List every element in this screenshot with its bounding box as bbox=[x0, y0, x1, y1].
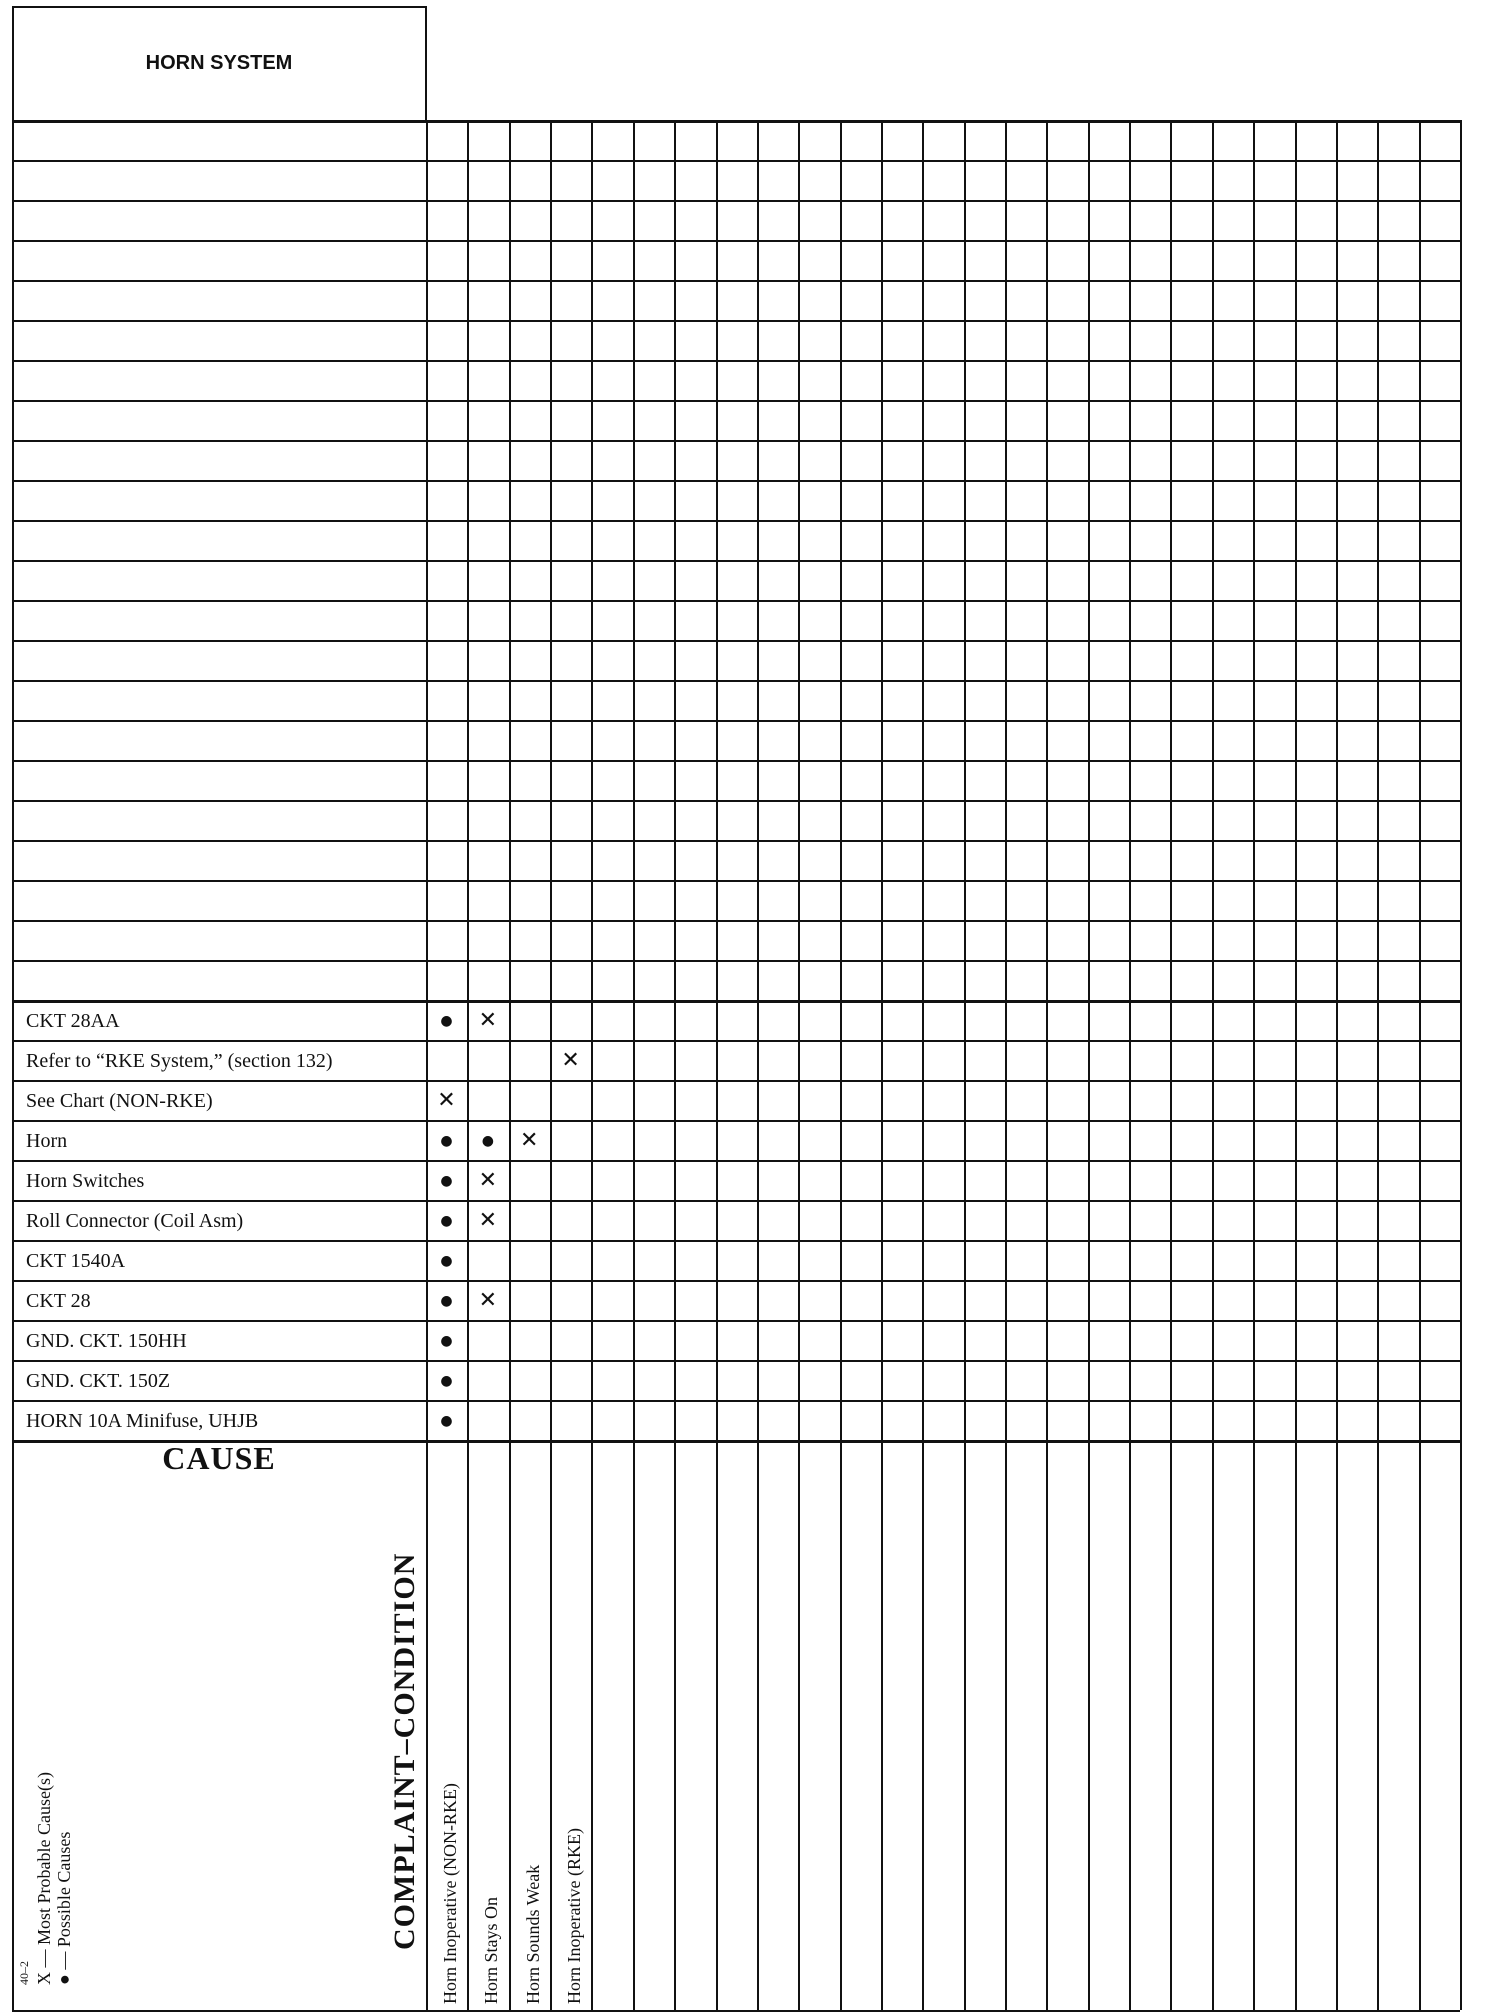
grid-row-line bbox=[12, 600, 1460, 602]
possible-cause-mark: ● bbox=[440, 1293, 453, 1309]
possible-cause-mark: ● bbox=[440, 1253, 453, 1269]
possible-cause-mark: ● bbox=[440, 1133, 453, 1149]
legend bbox=[14, 1772, 74, 1985]
grid-column-line bbox=[1088, 120, 1090, 2010]
cause-label: GND. CKT. 150HH bbox=[26, 1330, 187, 1352]
grid-row-line bbox=[12, 400, 1460, 402]
cause-label: CKT 1540A bbox=[26, 1250, 126, 1272]
grid-column-line bbox=[1336, 120, 1338, 2010]
possible-cause-mark: ● bbox=[440, 1333, 453, 1349]
cause-label: See Chart (NON-RKE) bbox=[26, 1090, 213, 1112]
grid-column-line bbox=[1170, 120, 1172, 2010]
most-probable-cause-mark: ✕ bbox=[478, 1288, 498, 1313]
grid-column-line bbox=[757, 120, 759, 2010]
grid-row-line bbox=[12, 1000, 1460, 1003]
possible-cause-mark: ● bbox=[481, 1133, 494, 1149]
figure-number: 40–2 bbox=[17, 1961, 31, 1985]
grid-row-line bbox=[12, 160, 1460, 162]
possible-cause-mark: ● bbox=[440, 1013, 453, 1029]
title-box-right bbox=[425, 6, 427, 120]
grid-column-line bbox=[1295, 120, 1297, 2010]
grid-left-border bbox=[12, 120, 14, 2010]
grid-row-line bbox=[12, 280, 1460, 282]
grid-row-line bbox=[12, 200, 1460, 202]
cause-label: CKT 28AA bbox=[26, 1010, 120, 1032]
grid-row-line bbox=[12, 480, 1460, 482]
grid-row-line bbox=[12, 1120, 1460, 1122]
grid-column-line bbox=[1253, 120, 1255, 2010]
legend-possible: ● — Possible Causes bbox=[54, 1831, 74, 1985]
grid-row-line bbox=[12, 920, 1460, 922]
grid-column-line bbox=[633, 120, 635, 2010]
cause-label: GND. CKT. 150Z bbox=[26, 1370, 171, 1392]
possible-cause-mark: ● bbox=[440, 1173, 453, 1189]
grid-row-line bbox=[12, 640, 1460, 642]
grid-column-line bbox=[1419, 120, 1421, 2010]
grid-column-line bbox=[922, 120, 924, 2010]
title-box-top bbox=[12, 6, 426, 8]
condition-label: Horn Stays On bbox=[481, 1897, 502, 2004]
condition-label: Horn Inoperative (NON-RKE) bbox=[440, 1783, 460, 2004]
grid-column-line bbox=[964, 120, 966, 2010]
grid-row-line bbox=[12, 1360, 1460, 1362]
possible-cause-mark: ● bbox=[440, 1213, 453, 1229]
grid-column-line bbox=[881, 120, 883, 2010]
grid-row-line bbox=[12, 240, 1460, 242]
grid-row-line bbox=[12, 360, 1460, 362]
grid-row-line bbox=[12, 440, 1460, 442]
most-probable-cause-mark: ✕ bbox=[478, 1208, 498, 1233]
grid-row-line bbox=[12, 800, 1460, 802]
legend-most-probable: X — Most Probable Cause(s) bbox=[34, 1772, 54, 1985]
grid-row-line bbox=[12, 720, 1460, 722]
grid-column-line bbox=[840, 120, 842, 2010]
condition-label: Horn Sounds Weak bbox=[522, 1864, 543, 2004]
grid-column-line bbox=[674, 120, 676, 2010]
grid-column-line bbox=[1212, 120, 1214, 2010]
grid-column-line bbox=[716, 120, 718, 2010]
grid-row-line bbox=[12, 960, 1460, 962]
cause-label: Refer to “RKE System,” (section 132) bbox=[26, 1050, 333, 1072]
cause-heading: CAUSE bbox=[162, 1440, 276, 1476]
cause-label: HORN 10A Minifuse, UHJB bbox=[26, 1410, 259, 1432]
grid-column-line bbox=[798, 120, 800, 2010]
grid-row-line bbox=[12, 840, 1460, 842]
grid-row-line bbox=[12, 120, 1460, 123]
grid-row-line bbox=[12, 560, 1460, 562]
complaint-condition-heading: COMPLAINT–CONDITION bbox=[388, 1552, 421, 1950]
grid-column-line bbox=[1129, 120, 1131, 2010]
most-probable-cause-mark: ✕ bbox=[478, 1168, 498, 1193]
most-probable-cause-mark: ✕ bbox=[561, 1048, 580, 1073]
most-probable-cause-mark: ✕ bbox=[520, 1128, 539, 1153]
grid-row-line bbox=[12, 1320, 1460, 1322]
grid-column-line bbox=[1005, 120, 1007, 2010]
grid-bottom-border bbox=[12, 2010, 1460, 2012]
cause-label: CKT 28 bbox=[26, 1290, 91, 1312]
title-box-left bbox=[12, 6, 14, 120]
grid-column-line bbox=[1460, 120, 1462, 2010]
possible-cause-mark: ● bbox=[440, 1373, 453, 1389]
cause-label: Horn Switches bbox=[26, 1170, 145, 1192]
cause-label: Roll Connector (Coil Asm) bbox=[26, 1210, 244, 1232]
possible-cause-mark: ● bbox=[440, 1413, 453, 1429]
grid-row-line bbox=[12, 320, 1460, 322]
grid-row-line bbox=[12, 1280, 1460, 1282]
grid-row-line bbox=[12, 760, 1460, 762]
most-probable-cause-mark: ✕ bbox=[437, 1088, 456, 1113]
grid-row-line bbox=[12, 520, 1460, 522]
cause-label: Horn bbox=[26, 1130, 68, 1152]
grid-column-line bbox=[1377, 120, 1379, 2010]
grid-row-line bbox=[12, 680, 1460, 682]
grid-row-line bbox=[12, 880, 1460, 882]
most-probable-cause-mark: ✕ bbox=[478, 1008, 498, 1033]
grid-row-line bbox=[12, 1160, 1460, 1162]
condition-label: Horn Inoperative (RKE) bbox=[564, 1828, 585, 2004]
grid-column-line bbox=[1046, 120, 1048, 2010]
chart-title: HORN SYSTEM bbox=[145, 52, 293, 74]
